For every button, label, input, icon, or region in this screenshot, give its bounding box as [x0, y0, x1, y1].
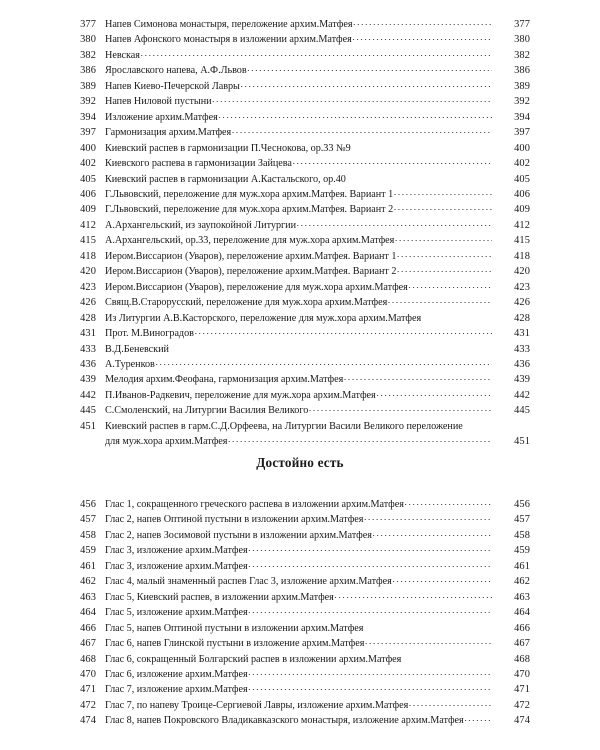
dot-leader — [344, 379, 492, 380]
toc-entry[interactable] — [70, 218, 530, 233]
section-heading-dostoyno-est: Достойно есть — [256, 455, 344, 470]
toc-entry-page: 412 — [514, 219, 530, 231]
toc-entry-index: 400 — [80, 142, 96, 154]
toc-entry-page: 428 — [514, 312, 530, 324]
toc-entry-body — [105, 187, 492, 202]
toc-entry-page: 436 — [514, 358, 530, 370]
dot-leader — [218, 117, 492, 118]
toc-entry-index: 431 — [80, 328, 96, 340]
toc-entry-title: Мелодия архим.Феофана, гармонизация архим.Матфея — [105, 374, 344, 386]
toc-entry-index: 426 — [80, 297, 96, 309]
toc-entry[interactable] — [70, 172, 530, 187]
toc-entry[interactable] — [70, 713, 530, 728]
toc-entry-title: Г.Львовский, переложение для муж.хора архим.Матфея. Вариант 1 — [105, 188, 394, 200]
toc-entry[interactable] — [70, 682, 530, 697]
toc-entry-body — [105, 698, 492, 713]
toc-entry-index: 415 — [80, 235, 96, 247]
dot-leader — [364, 628, 492, 629]
toc-entry-title: Глас 1, сокращенного греческого распева в изложении архим.Матфея — [105, 499, 404, 510]
toc-entry-body — [105, 233, 492, 248]
toc-entry[interactable] — [70, 698, 530, 713]
toc-entry-index: 394 — [80, 111, 96, 123]
toc-entry-page: 461 — [514, 560, 530, 572]
toc-entry-page: 400 — [514, 142, 530, 154]
toc-entry[interactable] — [70, 528, 530, 543]
toc-entry-body — [105, 512, 492, 527]
toc-entry-index: 459 — [80, 545, 96, 557]
toc-entry-page: 442 — [514, 389, 530, 401]
toc-entry-index: 458 — [80, 529, 96, 541]
dot-leader — [422, 318, 492, 319]
toc-entry-page: 394 — [514, 111, 530, 123]
toc-entry-index: 380 — [80, 34, 96, 46]
toc-entry-index: 468 — [80, 653, 96, 665]
toc-entry-page: 445 — [514, 405, 530, 417]
toc-entry-index: 467 — [80, 638, 96, 650]
toc-section-1 — [70, 17, 530, 450]
dot-leader — [334, 597, 492, 598]
toc-entry-page: 431 — [514, 328, 530, 340]
dot-leader — [402, 659, 492, 660]
toc-entry[interactable] — [70, 621, 530, 636]
toc-entry-body — [105, 172, 492, 187]
toc-entry-body — [105, 434, 492, 449]
toc-entry-page: 418 — [514, 250, 530, 262]
toc-entry-index: 457 — [80, 514, 96, 526]
toc-entry-index: 382 — [80, 49, 96, 61]
dot-leader — [155, 364, 492, 365]
toc-entry-page: 451 — [514, 436, 530, 448]
toc-entry-title: Глас 5, напев Оптиной пустыни в изложении архим.Матфея — [105, 622, 364, 634]
toc-entry-body — [105, 372, 492, 387]
toc-entry[interactable] — [70, 419, 530, 450]
toc-entry-title: Невская — [105, 49, 140, 61]
toc-entry-body — [105, 357, 492, 372]
toc-entry-page: 386 — [514, 65, 530, 77]
dot-leader — [297, 225, 492, 226]
toc-entry-title: Глас 3, изложение архим.Матфея — [105, 560, 248, 572]
dot-leader — [247, 70, 492, 71]
toc-entry[interactable] — [70, 652, 530, 667]
toc-entry-page: 458 — [514, 529, 530, 541]
dot-leader — [228, 441, 492, 442]
toc-entry[interactable] — [70, 17, 530, 32]
toc-entry[interactable] — [70, 32, 530, 47]
toc-section-2 — [70, 497, 530, 729]
dot-leader — [248, 689, 492, 690]
toc-entry[interactable] — [70, 605, 530, 620]
toc-entry-title: Глас 7, по напеву Троице-Сергиевой Лавры, изложение архим.Матфея — [105, 699, 409, 711]
dot-leader — [232, 132, 492, 133]
toc-entry-title: Г.Львовский, переложение для муж.хора архим.Матфея. Вариант 2 — [105, 204, 394, 216]
toc-entry[interactable] — [70, 264, 530, 279]
toc-entry-index: 464 — [80, 607, 96, 619]
toc-entry-title: Гармонизация архим.Матфея — [105, 127, 232, 139]
toc-entry-title: Глас 6, напев Глинской пустыни в изложение архим.Матфея — [105, 638, 365, 650]
toc-entry[interactable] — [70, 63, 530, 78]
toc-entry-title: Глас 2, напев Зосимовой пустыни в изложении архим.Матфея — [105, 529, 372, 541]
toc-entry-index: 397 — [80, 127, 96, 139]
toc-entry-body — [105, 311, 492, 326]
dot-leader — [248, 674, 492, 675]
toc-entry-page: 439 — [514, 374, 530, 386]
toc-entry-index: 439 — [80, 374, 96, 386]
toc-entry[interactable] — [70, 574, 530, 589]
dot-leader — [388, 302, 492, 303]
toc-entry[interactable] — [70, 202, 530, 217]
toc-entry-index: 412 — [80, 219, 96, 231]
toc-entry-index: 474 — [80, 715, 96, 727]
toc-entry[interactable] — [70, 187, 530, 202]
toc-entry-body — [105, 156, 492, 171]
toc-entry-index: 470 — [80, 668, 96, 680]
toc-entry-title: П.Иванов-Радкевич, переложение для муж.хора архим.Матфея — [105, 389, 376, 401]
toc-entry[interactable] — [70, 141, 530, 156]
toc-entry-body — [105, 32, 492, 47]
toc-entry-index: 406 — [80, 188, 96, 200]
toc-entry[interactable] — [70, 280, 530, 295]
dot-leader — [408, 287, 492, 288]
toc-entry-body — [105, 559, 492, 574]
dot-leader — [248, 566, 492, 567]
toc-entry-page: 405 — [514, 173, 530, 185]
toc-entry-index: 405 — [80, 173, 96, 185]
toc-entry-body — [105, 63, 492, 78]
toc-entry[interactable] — [70, 233, 530, 248]
toc-entry-index: 402 — [80, 158, 96, 170]
toc-entry[interactable] — [70, 342, 530, 357]
dot-leader — [194, 333, 492, 334]
toc-entry[interactable] — [70, 512, 530, 527]
toc-entry-title: Напев Симонова монастыря, переложение архим.Матфея — [105, 19, 353, 30]
toc-entry[interactable] — [70, 559, 530, 574]
dot-leader — [212, 101, 492, 102]
toc-entry-index: 436 — [80, 358, 96, 370]
toc-entry-title: Глас 6, изложение архим.Матфея — [105, 668, 248, 680]
toc-entry-page: 377 — [514, 19, 530, 30]
toc-entry[interactable] — [70, 388, 530, 403]
dot-leader — [394, 209, 492, 210]
dot-leader — [240, 86, 492, 87]
toc-entry-title: Ярославского напева, А.Ф.Львов — [105, 65, 247, 77]
toc-entry-title: Глас 4, малый знаменный распев Глас 3, изложение архим.Матфея — [105, 576, 392, 588]
toc-entry[interactable] — [70, 636, 530, 651]
dot-leader — [397, 256, 492, 257]
toc-entry-index: 418 — [80, 250, 96, 262]
toc-entry[interactable] — [70, 497, 530, 512]
dot-leader — [394, 194, 492, 195]
toc-entry-index: 456 — [80, 499, 96, 510]
toc-entry-page: 392 — [514, 96, 530, 108]
toc-entry-index: 389 — [80, 80, 96, 92]
toc-entry-body — [105, 528, 492, 543]
toc-entry[interactable] — [70, 79, 530, 94]
toc-entry-index: 451 — [80, 420, 96, 432]
toc-entry-title: С.Смоленский, на Литургии Василия Великого — [105, 405, 309, 417]
toc-entry-body — [105, 342, 492, 357]
dot-leader — [392, 581, 492, 582]
toc-entry-body — [105, 403, 492, 418]
toc-entry-index: 466 — [80, 622, 96, 634]
toc-entry-body — [105, 621, 492, 636]
toc-entry[interactable] — [70, 110, 530, 125]
toc-entry-body — [105, 218, 492, 233]
toc-entry-page: 423 — [514, 281, 530, 293]
toc-entry-body — [105, 388, 492, 403]
toc-entry-title: Иером.Виссарион (Уваров), переложение архим.Матфея. Вариант 2 — [105, 266, 397, 278]
toc-entry[interactable] — [70, 326, 530, 341]
toc-entry-title: А.Туренков — [105, 358, 155, 370]
toc-entry[interactable] — [70, 295, 530, 310]
toc-entry-body — [105, 264, 492, 279]
toc-entry-page: 466 — [514, 622, 530, 634]
toc-entry-body — [105, 667, 492, 682]
toc-entry-title: Глас 3, изложение архим.Матфея — [105, 545, 248, 557]
toc-entry-body — [105, 110, 492, 125]
dot-leader — [364, 519, 492, 520]
toc-entry-title: Глас 7, изложение архим.Матфея — [105, 684, 248, 696]
toc-entry-body — [105, 280, 492, 295]
toc-entry-body — [105, 249, 492, 264]
toc-entry-title: Глас 5, Киевский распев, в изложении архим.Матфея — [105, 591, 334, 603]
dot-leader — [140, 55, 492, 56]
toc-entry-page: 471 — [514, 684, 530, 696]
toc-entry-body — [105, 326, 492, 341]
toc-entry-index: 462 — [80, 576, 96, 588]
dot-leader — [376, 395, 492, 396]
toc-entry[interactable] — [70, 311, 530, 326]
toc-entry-page: 463 — [514, 591, 530, 603]
dot-leader — [395, 240, 492, 241]
toc-entry-body — [105, 713, 492, 728]
toc-entry-title-line2: для муж.хора архим.Матфея — [105, 436, 228, 448]
toc-entry-body — [105, 125, 492, 140]
toc-entry[interactable] — [70, 249, 530, 264]
toc-entry-title: В.Д.Беневский — [105, 343, 169, 355]
toc-entry-title: Свящ.В.Старорусский, переложение для муж.хора архим.Матфея — [105, 297, 388, 309]
toc-entry-page: 406 — [514, 188, 530, 200]
dot-leader — [346, 179, 492, 180]
toc-entry-title: Глас 8, напев Покровского Владикавказского монастыря, изложение архим.Матфея — [105, 715, 464, 727]
toc-entry-title: Напев Афонского монастыря в изложении архим.Матфея — [105, 34, 352, 46]
toc-entry-index: 420 — [80, 266, 96, 278]
toc-entry[interactable] — [70, 156, 530, 171]
dot-leader — [397, 271, 492, 272]
dot-leader — [169, 349, 492, 350]
toc-entry-page: 420 — [514, 266, 530, 278]
dot-leader — [464, 720, 492, 721]
toc-entry-title-line1: Киевский распев в гарм.С.Д.Орфеева, на Литургии Васили Великого переложение — [105, 420, 463, 432]
toc-entry-page: 456 — [514, 499, 530, 510]
toc-entry-title: Киевский распев в гармонизации П.Чеснокова, ор.33 №9 — [105, 142, 351, 154]
toc-entry-page: 459 — [514, 545, 530, 557]
toc-entry-page: 415 — [514, 235, 530, 247]
toc-entry-index: 433 — [80, 343, 96, 355]
toc-entry-title: Глас 6, сокращенный Болгарский распев в изложении архим.Матфея — [105, 653, 402, 665]
dot-leader — [404, 504, 492, 505]
toc-entry-index: 409 — [80, 204, 96, 216]
toc-entry-body — [105, 682, 492, 697]
toc-entry-page: 409 — [514, 204, 530, 216]
toc-entry-title: Иером.Виссарион (Уваров), переложение для муж.хора архим.Матфея — [105, 281, 408, 293]
toc-entry-index: 472 — [80, 699, 96, 711]
toc-entry-page: 472 — [514, 699, 530, 711]
toc-entry-index: 445 — [80, 405, 96, 417]
toc-entry-title: Киевского распева в гармонизации Зайцева — [105, 158, 292, 170]
toc-entry-page: 457 — [514, 514, 530, 526]
toc-entry-page: 467 — [514, 638, 530, 650]
toc-entry-index: 392 — [80, 96, 96, 108]
toc-entry-body — [105, 141, 492, 156]
toc-entry-body — [105, 295, 492, 310]
toc-entry-page: 389 — [514, 80, 530, 92]
dot-leader — [352, 39, 492, 40]
toc-entry-index: 442 — [80, 389, 96, 401]
toc-entry-title: Глас 2, напев Оптиной пустыни в изложении архим.Матфея — [105, 514, 364, 526]
toc-entry-index: 377 — [80, 19, 96, 30]
dot-leader — [351, 148, 492, 149]
toc-entry-body — [105, 202, 492, 217]
toc-entry-page: 464 — [514, 607, 530, 619]
toc-entry-body — [105, 497, 492, 512]
toc-entry-body — [105, 574, 492, 589]
toc-entry-title: А.Архангельский, ор.33, переложение для муж.хора архим.Матфея — [105, 235, 395, 247]
dot-leader — [409, 705, 492, 706]
toc-entry-page: 474 — [514, 715, 530, 727]
dot-leader — [353, 24, 492, 25]
toc-entry[interactable] — [70, 372, 530, 387]
toc-entry-page: 468 — [514, 653, 530, 665]
toc-entry[interactable] — [70, 357, 530, 372]
toc-entry-title: Напев Киево-Печерской Лавры — [105, 80, 240, 92]
toc-entry[interactable] — [70, 94, 530, 109]
toc-entry[interactable] — [70, 667, 530, 682]
toc-entry-title: Прот. М.Виноградов — [105, 328, 194, 340]
toc-entry-page: 380 — [514, 34, 530, 46]
toc-entry-index: 386 — [80, 65, 96, 77]
toc-entry-index: 461 — [80, 560, 96, 572]
toc-entry-page: 470 — [514, 668, 530, 680]
toc-entry-title: Киевский распев в гармонизации А.Кастальского, ор.40 — [105, 173, 346, 185]
toc-entry-body — [105, 652, 492, 667]
toc-entry-page: 382 — [514, 49, 530, 61]
toc-entry[interactable] — [70, 125, 530, 140]
toc-entry-body — [105, 79, 492, 94]
dot-leader — [372, 535, 492, 536]
toc-entry-index: 463 — [80, 591, 96, 603]
dot-leader — [309, 410, 492, 411]
toc-entry[interactable] — [70, 403, 530, 418]
toc-entry-title: Напев Ниловой пустыни — [105, 96, 212, 108]
toc-entry-page: 462 — [514, 576, 530, 588]
toc-entry-index: 471 — [80, 684, 96, 696]
toc-entry-index: 423 — [80, 281, 96, 293]
toc-entry-page: 426 — [514, 297, 530, 309]
toc-entry-title: Иером.Виссарион (Уваров), переложение архим.Матфея. Вариант 1 — [105, 250, 397, 262]
toc-entry-title: Изложение архим.Матфея — [105, 111, 218, 123]
toc-entry-title: Глас 5, изложение архим.Матфея — [105, 607, 248, 619]
toc-entry-page: 433 — [514, 343, 530, 355]
toc-entry-index: 428 — [80, 312, 96, 324]
toc-entry-body — [105, 636, 492, 651]
toc-entry[interactable] — [70, 590, 530, 605]
dot-leader — [248, 612, 492, 613]
toc-entry-body — [105, 94, 492, 109]
dot-leader — [292, 163, 492, 164]
dot-leader — [248, 550, 492, 551]
toc-entry-body — [105, 543, 492, 558]
toc-entry-body — [105, 17, 492, 32]
toc-entry-page: 402 — [514, 158, 530, 170]
dot-leader — [365, 643, 492, 644]
toc-entry[interactable] — [70, 543, 530, 558]
toc-entry-title: А.Архангельский, из заупокойной Литургии — [105, 219, 297, 231]
toc-entry-body — [105, 605, 492, 620]
toc-entry-title: Из Литургии А.В.Касторского, переложение для муж.хора архим.Матфея — [105, 312, 422, 324]
toc-entry-body — [105, 48, 492, 63]
toc-entry-body — [105, 590, 492, 605]
toc-entry[interactable] — [70, 48, 530, 63]
toc-entry-page: 397 — [514, 127, 530, 139]
